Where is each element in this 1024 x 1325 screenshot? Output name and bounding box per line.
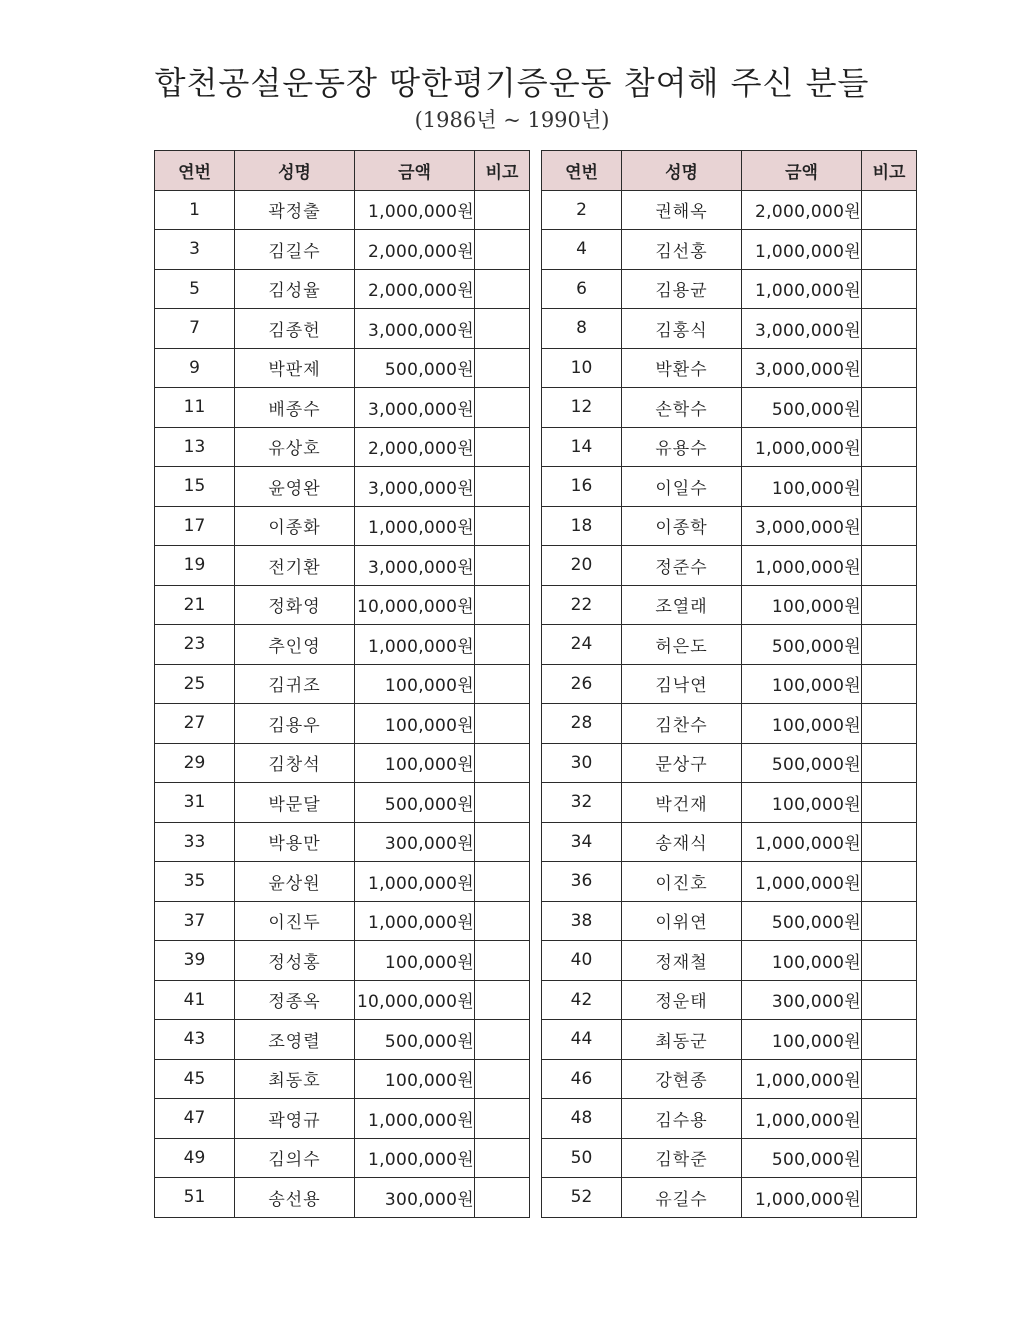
row-number: 46 bbox=[542, 1059, 622, 1099]
table-row bbox=[542, 743, 917, 783]
row-number: 14 bbox=[542, 427, 622, 467]
donor-name: 유용수 bbox=[622, 427, 742, 467]
row-note bbox=[475, 230, 530, 270]
donor-name: 정준수 bbox=[622, 546, 742, 586]
donor-name: 박용만 bbox=[235, 822, 355, 862]
donation-amount: 300,000원 bbox=[355, 1178, 475, 1218]
donor-name: 권해옥 bbox=[622, 190, 742, 230]
donation-amount: 100,000원 bbox=[742, 585, 862, 625]
table-row bbox=[155, 546, 530, 586]
table-header-row bbox=[155, 151, 530, 191]
table-row bbox=[542, 1178, 917, 1218]
donor-table-right bbox=[541, 150, 917, 1218]
row-number: 49 bbox=[155, 1138, 235, 1178]
table-row bbox=[155, 822, 530, 862]
donation-amount: 500,000원 bbox=[355, 783, 475, 823]
table-row bbox=[542, 901, 917, 941]
row-number: 28 bbox=[542, 704, 622, 744]
donation-amount: 100,000원 bbox=[742, 467, 862, 507]
donor-name: 김창석 bbox=[235, 743, 355, 783]
donor-name: 정재철 bbox=[622, 941, 742, 981]
row-note bbox=[862, 467, 917, 507]
table-row bbox=[155, 427, 530, 467]
row-number: 38 bbox=[542, 901, 622, 941]
row-number: 43 bbox=[155, 1020, 235, 1060]
row-note bbox=[862, 1138, 917, 1178]
donation-amount: 500,000원 bbox=[742, 388, 862, 428]
row-note bbox=[475, 901, 530, 941]
donation-amount: 1,000,000원 bbox=[355, 625, 475, 665]
table-row bbox=[542, 941, 917, 981]
donation-amount: 1,000,000원 bbox=[355, 506, 475, 546]
donor-name: 조영렬 bbox=[235, 1020, 355, 1060]
row-note bbox=[862, 506, 917, 546]
row-number: 11 bbox=[155, 388, 235, 428]
row-note bbox=[475, 980, 530, 1020]
donation-amount: 500,000원 bbox=[355, 1020, 475, 1060]
row-number: 35 bbox=[155, 862, 235, 902]
row-number: 33 bbox=[155, 822, 235, 862]
donation-amount: 3,000,000원 bbox=[355, 467, 475, 507]
row-note bbox=[475, 664, 530, 704]
donor-name: 허은도 bbox=[622, 625, 742, 665]
row-number: 20 bbox=[542, 546, 622, 586]
row-note bbox=[862, 1099, 917, 1139]
donor-name: 윤상원 bbox=[235, 862, 355, 902]
row-note bbox=[862, 546, 917, 586]
donor-name: 이위연 bbox=[622, 901, 742, 941]
table-row bbox=[542, 269, 917, 309]
donor-name: 전기환 bbox=[235, 546, 355, 586]
table-row bbox=[542, 585, 917, 625]
table-row bbox=[542, 506, 917, 546]
donor-name: 배종수 bbox=[235, 388, 355, 428]
row-note bbox=[475, 822, 530, 862]
row-number: 29 bbox=[155, 743, 235, 783]
table-row bbox=[155, 1099, 530, 1139]
donor-name: 문상구 bbox=[622, 743, 742, 783]
donation-amount: 1,000,000원 bbox=[742, 862, 862, 902]
donor-name: 손학수 bbox=[622, 388, 742, 428]
donation-amount: 1,000,000원 bbox=[742, 1059, 862, 1099]
donation-amount: 100,000원 bbox=[355, 704, 475, 744]
header-amount: 금액 bbox=[355, 151, 475, 191]
donor-name: 최동군 bbox=[622, 1020, 742, 1060]
donation-amount: 2,000,000원 bbox=[355, 427, 475, 467]
row-note bbox=[475, 309, 530, 349]
row-note bbox=[862, 348, 917, 388]
row-number: 42 bbox=[542, 980, 622, 1020]
row-number: 17 bbox=[155, 506, 235, 546]
donor-name: 박환수 bbox=[622, 348, 742, 388]
table-row bbox=[542, 1099, 917, 1139]
table-row bbox=[155, 506, 530, 546]
row-note bbox=[475, 348, 530, 388]
header-name: 성명 bbox=[235, 151, 355, 191]
table-row bbox=[155, 1059, 530, 1099]
row-note bbox=[862, 427, 917, 467]
donation-amount: 1,000,000원 bbox=[742, 1099, 862, 1139]
header-name: 성명 bbox=[622, 151, 742, 191]
table-row bbox=[542, 388, 917, 428]
row-note bbox=[475, 625, 530, 665]
row-number: 21 bbox=[155, 585, 235, 625]
table-row bbox=[155, 269, 530, 309]
table-row bbox=[542, 1020, 917, 1060]
donor-name: 이일수 bbox=[622, 467, 742, 507]
row-note bbox=[862, 743, 917, 783]
donor-name: 송선용 bbox=[235, 1178, 355, 1218]
donation-amount: 10,000,000원 bbox=[355, 585, 475, 625]
row-number: 6 bbox=[542, 269, 622, 309]
donation-amount: 100,000원 bbox=[742, 1020, 862, 1060]
table-row bbox=[155, 941, 530, 981]
donor-name: 박건재 bbox=[622, 783, 742, 823]
row-number: 15 bbox=[155, 467, 235, 507]
donor-name: 김선홍 bbox=[622, 230, 742, 270]
donor-name: 이진두 bbox=[235, 901, 355, 941]
row-note bbox=[862, 269, 917, 309]
row-number: 48 bbox=[542, 1099, 622, 1139]
table-row bbox=[542, 348, 917, 388]
row-number: 8 bbox=[542, 309, 622, 349]
donor-name: 정종옥 bbox=[235, 980, 355, 1020]
row-number: 31 bbox=[155, 783, 235, 823]
donation-amount: 1,000,000원 bbox=[742, 230, 862, 270]
table-row bbox=[542, 309, 917, 349]
row-note bbox=[475, 269, 530, 309]
row-number: 13 bbox=[155, 427, 235, 467]
donor-name: 정화영 bbox=[235, 585, 355, 625]
donor-name: 김홍식 bbox=[622, 309, 742, 349]
donor-name: 조열래 bbox=[622, 585, 742, 625]
row-note bbox=[475, 1099, 530, 1139]
row-number: 41 bbox=[155, 980, 235, 1020]
row-note bbox=[862, 822, 917, 862]
donor-name: 정운태 bbox=[622, 980, 742, 1020]
donation-amount: 300,000원 bbox=[355, 822, 475, 862]
row-number: 12 bbox=[542, 388, 622, 428]
donor-name: 김용우 bbox=[235, 704, 355, 744]
row-number: 50 bbox=[542, 1138, 622, 1178]
row-number: 45 bbox=[155, 1059, 235, 1099]
row-number: 19 bbox=[155, 546, 235, 586]
donation-amount: 3,000,000원 bbox=[742, 309, 862, 349]
donor-name: 최동호 bbox=[235, 1059, 355, 1099]
table-row bbox=[155, 664, 530, 704]
row-note bbox=[475, 704, 530, 744]
row-number: 27 bbox=[155, 704, 235, 744]
donation-amount: 100,000원 bbox=[355, 1059, 475, 1099]
donation-amount: 3,000,000원 bbox=[355, 309, 475, 349]
row-number: 4 bbox=[542, 230, 622, 270]
donation-amount: 500,000원 bbox=[355, 348, 475, 388]
row-number: 2 bbox=[542, 190, 622, 230]
donation-amount: 1,000,000원 bbox=[355, 901, 475, 941]
row-number: 30 bbox=[542, 743, 622, 783]
row-note bbox=[862, 190, 917, 230]
donation-amount: 1,000,000원 bbox=[355, 1138, 475, 1178]
table-row bbox=[155, 743, 530, 783]
row-number: 39 bbox=[155, 941, 235, 981]
table-row bbox=[542, 1059, 917, 1099]
donation-amount: 3,000,000원 bbox=[355, 546, 475, 586]
table-row bbox=[155, 230, 530, 270]
donation-amount: 100,000원 bbox=[355, 941, 475, 981]
donation-amount: 1,000,000원 bbox=[742, 427, 862, 467]
row-note bbox=[862, 862, 917, 902]
row-number: 23 bbox=[155, 625, 235, 665]
table-row bbox=[542, 190, 917, 230]
table-row bbox=[542, 625, 917, 665]
table-row bbox=[155, 901, 530, 941]
row-note bbox=[862, 783, 917, 823]
header-no: 연번 bbox=[155, 151, 235, 191]
table-row bbox=[155, 348, 530, 388]
donor-name: 박판제 bbox=[235, 348, 355, 388]
table-row bbox=[155, 625, 530, 665]
row-number: 10 bbox=[542, 348, 622, 388]
table-row bbox=[542, 427, 917, 467]
table-row bbox=[155, 1020, 530, 1060]
donor-name: 김찬수 bbox=[622, 704, 742, 744]
table-row bbox=[542, 980, 917, 1020]
row-note bbox=[862, 388, 917, 428]
row-note bbox=[862, 585, 917, 625]
donor-name: 이종학 bbox=[622, 506, 742, 546]
donation-amount: 3,000,000원 bbox=[355, 388, 475, 428]
donation-amount: 1,000,000원 bbox=[742, 546, 862, 586]
donation-amount: 1,000,000원 bbox=[355, 1099, 475, 1139]
row-note bbox=[475, 467, 530, 507]
donation-amount: 100,000원 bbox=[742, 664, 862, 704]
donation-amount: 10,000,000원 bbox=[355, 980, 475, 1020]
donor-name: 김길수 bbox=[235, 230, 355, 270]
donation-amount: 300,000원 bbox=[742, 980, 862, 1020]
row-note bbox=[862, 901, 917, 941]
table-header-row bbox=[542, 151, 917, 191]
donor-name: 김귀조 bbox=[235, 664, 355, 704]
donation-amount: 100,000원 bbox=[742, 941, 862, 981]
row-number: 24 bbox=[542, 625, 622, 665]
row-note bbox=[862, 230, 917, 270]
row-number: 16 bbox=[542, 467, 622, 507]
row-note bbox=[475, 743, 530, 783]
table-row bbox=[155, 309, 530, 349]
row-note bbox=[862, 941, 917, 981]
donor-name: 강현종 bbox=[622, 1059, 742, 1099]
donor-name: 유상호 bbox=[235, 427, 355, 467]
row-number: 47 bbox=[155, 1099, 235, 1139]
table-row bbox=[155, 467, 530, 507]
row-number: 18 bbox=[542, 506, 622, 546]
donation-amount: 100,000원 bbox=[742, 704, 862, 744]
row-number: 9 bbox=[155, 348, 235, 388]
donor-name: 박문달 bbox=[235, 783, 355, 823]
donor-table-left bbox=[154, 150, 530, 1218]
donation-amount: 100,000원 bbox=[742, 783, 862, 823]
table-row bbox=[542, 783, 917, 823]
donation-amount: 1,000,000원 bbox=[742, 1178, 862, 1218]
donor-name: 김성율 bbox=[235, 269, 355, 309]
donation-amount: 500,000원 bbox=[742, 743, 862, 783]
row-number: 26 bbox=[542, 664, 622, 704]
row-note bbox=[862, 309, 917, 349]
page-subtitle: (1986년 ~ 1990년) bbox=[414, 108, 610, 132]
donor-name: 김낙연 bbox=[622, 664, 742, 704]
table-row bbox=[155, 1178, 530, 1218]
donation-amount: 3,000,000원 bbox=[742, 348, 862, 388]
row-note bbox=[475, 862, 530, 902]
table-row bbox=[155, 704, 530, 744]
donation-amount: 2,000,000원 bbox=[355, 269, 475, 309]
donor-name: 정성홍 bbox=[235, 941, 355, 981]
row-number: 5 bbox=[155, 269, 235, 309]
row-note bbox=[475, 1178, 530, 1218]
row-number: 3 bbox=[155, 230, 235, 270]
donation-amount: 3,000,000원 bbox=[742, 506, 862, 546]
row-note bbox=[862, 664, 917, 704]
donor-name: 곽영규 bbox=[235, 1099, 355, 1139]
donation-amount: 100,000원 bbox=[355, 743, 475, 783]
row-note bbox=[862, 704, 917, 744]
donation-amount: 1,000,000원 bbox=[355, 862, 475, 902]
donor-name: 이종화 bbox=[235, 506, 355, 546]
header-note: 비고 bbox=[475, 151, 530, 191]
row-number: 22 bbox=[542, 585, 622, 625]
donor-name: 송재식 bbox=[622, 822, 742, 862]
donor-name: 유길수 bbox=[622, 1178, 742, 1218]
row-note bbox=[475, 190, 530, 230]
row-note bbox=[862, 625, 917, 665]
row-number: 32 bbox=[542, 783, 622, 823]
donor-name: 김수용 bbox=[622, 1099, 742, 1139]
row-number: 52 bbox=[542, 1178, 622, 1218]
donor-name: 윤영완 bbox=[235, 467, 355, 507]
header-amount: 금액 bbox=[742, 151, 862, 191]
row-note bbox=[475, 783, 530, 823]
row-note bbox=[475, 427, 530, 467]
row-number: 25 bbox=[155, 664, 235, 704]
table-row bbox=[155, 190, 530, 230]
donor-name: 김의수 bbox=[235, 1138, 355, 1178]
donor-name: 김용균 bbox=[622, 269, 742, 309]
table-row bbox=[155, 862, 530, 902]
donation-amount: 2,000,000원 bbox=[742, 190, 862, 230]
row-note bbox=[862, 1178, 917, 1218]
donation-amount: 1,000,000원 bbox=[742, 269, 862, 309]
table-row bbox=[542, 704, 917, 744]
row-number: 51 bbox=[155, 1178, 235, 1218]
donation-amount: 1,000,000원 bbox=[742, 822, 862, 862]
table-row bbox=[542, 822, 917, 862]
donation-amount: 500,000원 bbox=[742, 1138, 862, 1178]
table-row bbox=[155, 585, 530, 625]
row-note bbox=[475, 941, 530, 981]
row-note bbox=[475, 1059, 530, 1099]
row-note bbox=[475, 1138, 530, 1178]
row-note bbox=[862, 1059, 917, 1099]
donation-amount: 2,000,000원 bbox=[355, 230, 475, 270]
header-note: 비고 bbox=[862, 151, 917, 191]
row-note bbox=[475, 388, 530, 428]
row-note bbox=[475, 506, 530, 546]
row-number: 40 bbox=[542, 941, 622, 981]
row-note bbox=[475, 546, 530, 586]
donor-name: 이진호 bbox=[622, 862, 742, 902]
row-number: 7 bbox=[155, 309, 235, 349]
donor-name: 김학준 bbox=[622, 1138, 742, 1178]
table-row bbox=[155, 980, 530, 1020]
row-number: 37 bbox=[155, 901, 235, 941]
donation-amount: 100,000원 bbox=[355, 664, 475, 704]
table-row bbox=[155, 783, 530, 823]
table-row bbox=[542, 467, 917, 507]
row-number: 36 bbox=[542, 862, 622, 902]
donor-name: 곽정출 bbox=[235, 190, 355, 230]
table-row bbox=[542, 230, 917, 270]
donor-name: 추인영 bbox=[235, 625, 355, 665]
row-note bbox=[862, 980, 917, 1020]
table-row bbox=[542, 664, 917, 704]
table-row bbox=[542, 546, 917, 586]
table-row bbox=[155, 1138, 530, 1178]
table-row bbox=[542, 1138, 917, 1178]
donation-amount: 500,000원 bbox=[742, 901, 862, 941]
row-note bbox=[475, 1020, 530, 1060]
row-number: 1 bbox=[155, 190, 235, 230]
donation-amount: 1,000,000원 bbox=[355, 190, 475, 230]
table-row bbox=[542, 862, 917, 902]
row-note bbox=[475, 585, 530, 625]
donation-amount: 500,000원 bbox=[742, 625, 862, 665]
row-number: 44 bbox=[542, 1020, 622, 1060]
donor-name: 김종헌 bbox=[235, 309, 355, 349]
row-note bbox=[862, 1020, 917, 1060]
table-row bbox=[155, 388, 530, 428]
page-title: 합천공설운동장 땅한평기증운동 참여해 주신 분들 bbox=[154, 64, 870, 102]
row-number: 34 bbox=[542, 822, 622, 862]
header-no: 연번 bbox=[542, 151, 622, 191]
